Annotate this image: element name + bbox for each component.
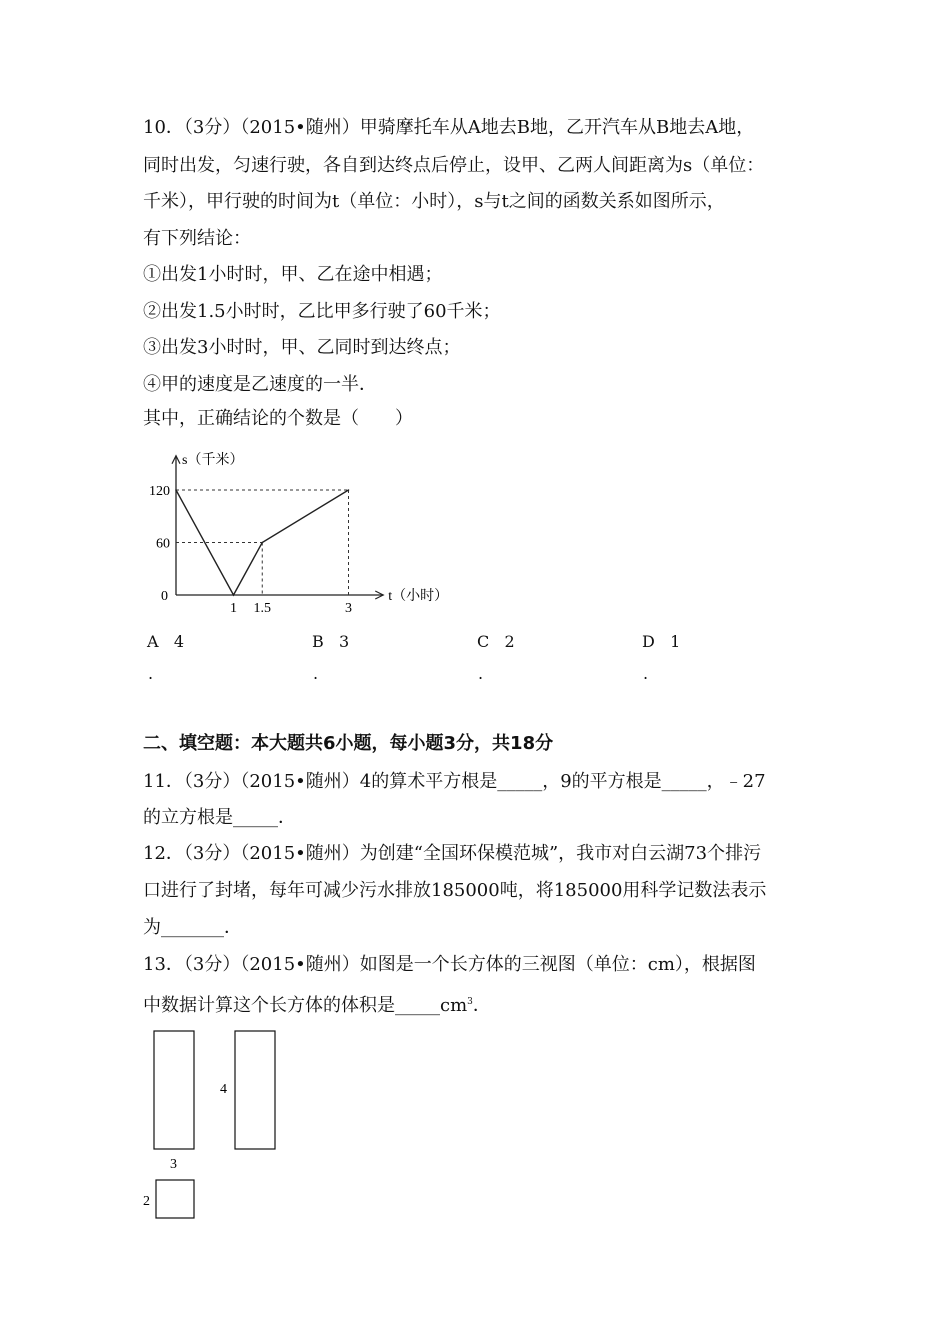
x-tick-label: 3	[345, 601, 352, 616]
q11-line: 11．（3分）（2015•随州）4的算术平方根是_____，9的平方根是_____，﹣27	[143, 771, 766, 792]
front-view-rect	[154, 1031, 194, 1149]
data-point	[348, 489, 350, 491]
option-value: 2	[504, 632, 515, 651]
option-letter: C	[477, 632, 490, 651]
top-depth-label: 2	[143, 1194, 150, 1209]
option-dot: .	[643, 664, 649, 683]
q13-last-end: ．	[472, 995, 491, 1016]
side-height-label: 4	[220, 1082, 227, 1097]
data-point	[175, 489, 177, 491]
q10-statement-1: ①出发1小时时，甲、乙在途中相遇；	[143, 264, 443, 285]
option-value: 3	[339, 632, 350, 651]
three-views-diagram	[138, 1025, 298, 1225]
data-point	[233, 594, 235, 596]
q11-line: 的立方根是_____．	[143, 807, 296, 828]
option-value: 4	[173, 632, 185, 651]
front-width-label: 3	[170, 1157, 177, 1172]
q13-line: 13．（3分）（2015•随州）如图是一个长方体的三视图（单位：cm），根据图	[143, 954, 756, 975]
q12-line: 12．（3分）（2015•随州）为创建“全国环保模范城”，我市对白云湖73个排污	[143, 843, 762, 864]
section-heading: 二、填空题：本大题共6小题，每小题3分，共18分	[143, 733, 554, 754]
q10-statement-4: ④甲的速度是乙速度的一半．	[143, 374, 377, 395]
origin-label: 0	[161, 589, 168, 604]
q10-prompt: 其中，正确结论的个数是（ ）	[143, 408, 413, 429]
option-dot: .	[148, 664, 154, 683]
y-tick-label: 120	[149, 484, 170, 499]
option-a[interactable]	[147, 632, 184, 651]
x-tick-label: 1	[230, 601, 237, 616]
option-dot: .	[478, 664, 484, 683]
q10-line: 有下列结论：	[143, 228, 251, 249]
option-letter: A	[147, 632, 159, 651]
option-value: 1	[670, 632, 681, 651]
option-c[interactable]	[477, 632, 515, 651]
y-tick-label: 60	[156, 536, 170, 552]
q13-last-text: 中数据计算这个长方体的体积是_____cm	[143, 995, 468, 1016]
option-dot: .	[313, 664, 319, 683]
data-point	[261, 542, 263, 544]
option-b[interactable]	[312, 632, 349, 651]
option-d[interactable]	[642, 632, 680, 651]
q13-superscript: 3	[467, 997, 473, 1007]
q12-line: 为_______．	[143, 917, 242, 938]
q10-line: 千米），甲行驶的时间为t（单位：小时），s与t之间的函数关系如图所示，	[143, 191, 725, 212]
q13-line	[143, 991, 491, 1017]
q10-line: 同时出发，匀速行驶，各自到达终点后停止，设甲、乙两人间距离为s（单位：	[143, 155, 765, 176]
option-letter: D	[642, 632, 655, 651]
distance-time-chart	[140, 440, 460, 620]
x-axis-label: t（小时）	[388, 589, 449, 604]
y-axis-label: s（千米）	[182, 452, 244, 468]
q10-line: 10．（3分）（2015•随州）甲骑摩托车从A地去B地，乙开汽车从B地去A地，	[143, 117, 755, 138]
q10-statement-2: ②出发1.5小时时，乙比甲多行驶了60千米；	[143, 301, 501, 322]
q10-statement-3: ③出发3小时时，甲、乙同时到达终点；	[143, 337, 461, 358]
x-tick-label: 1.5	[253, 601, 271, 616]
top-view-rect	[156, 1180, 194, 1218]
q12-line: 口进行了封堵，每年可减少污水排放185000吨，将185000用科学记数法表示	[143, 880, 767, 901]
option-letter: B	[312, 632, 324, 651]
side-view-rect	[235, 1031, 275, 1149]
